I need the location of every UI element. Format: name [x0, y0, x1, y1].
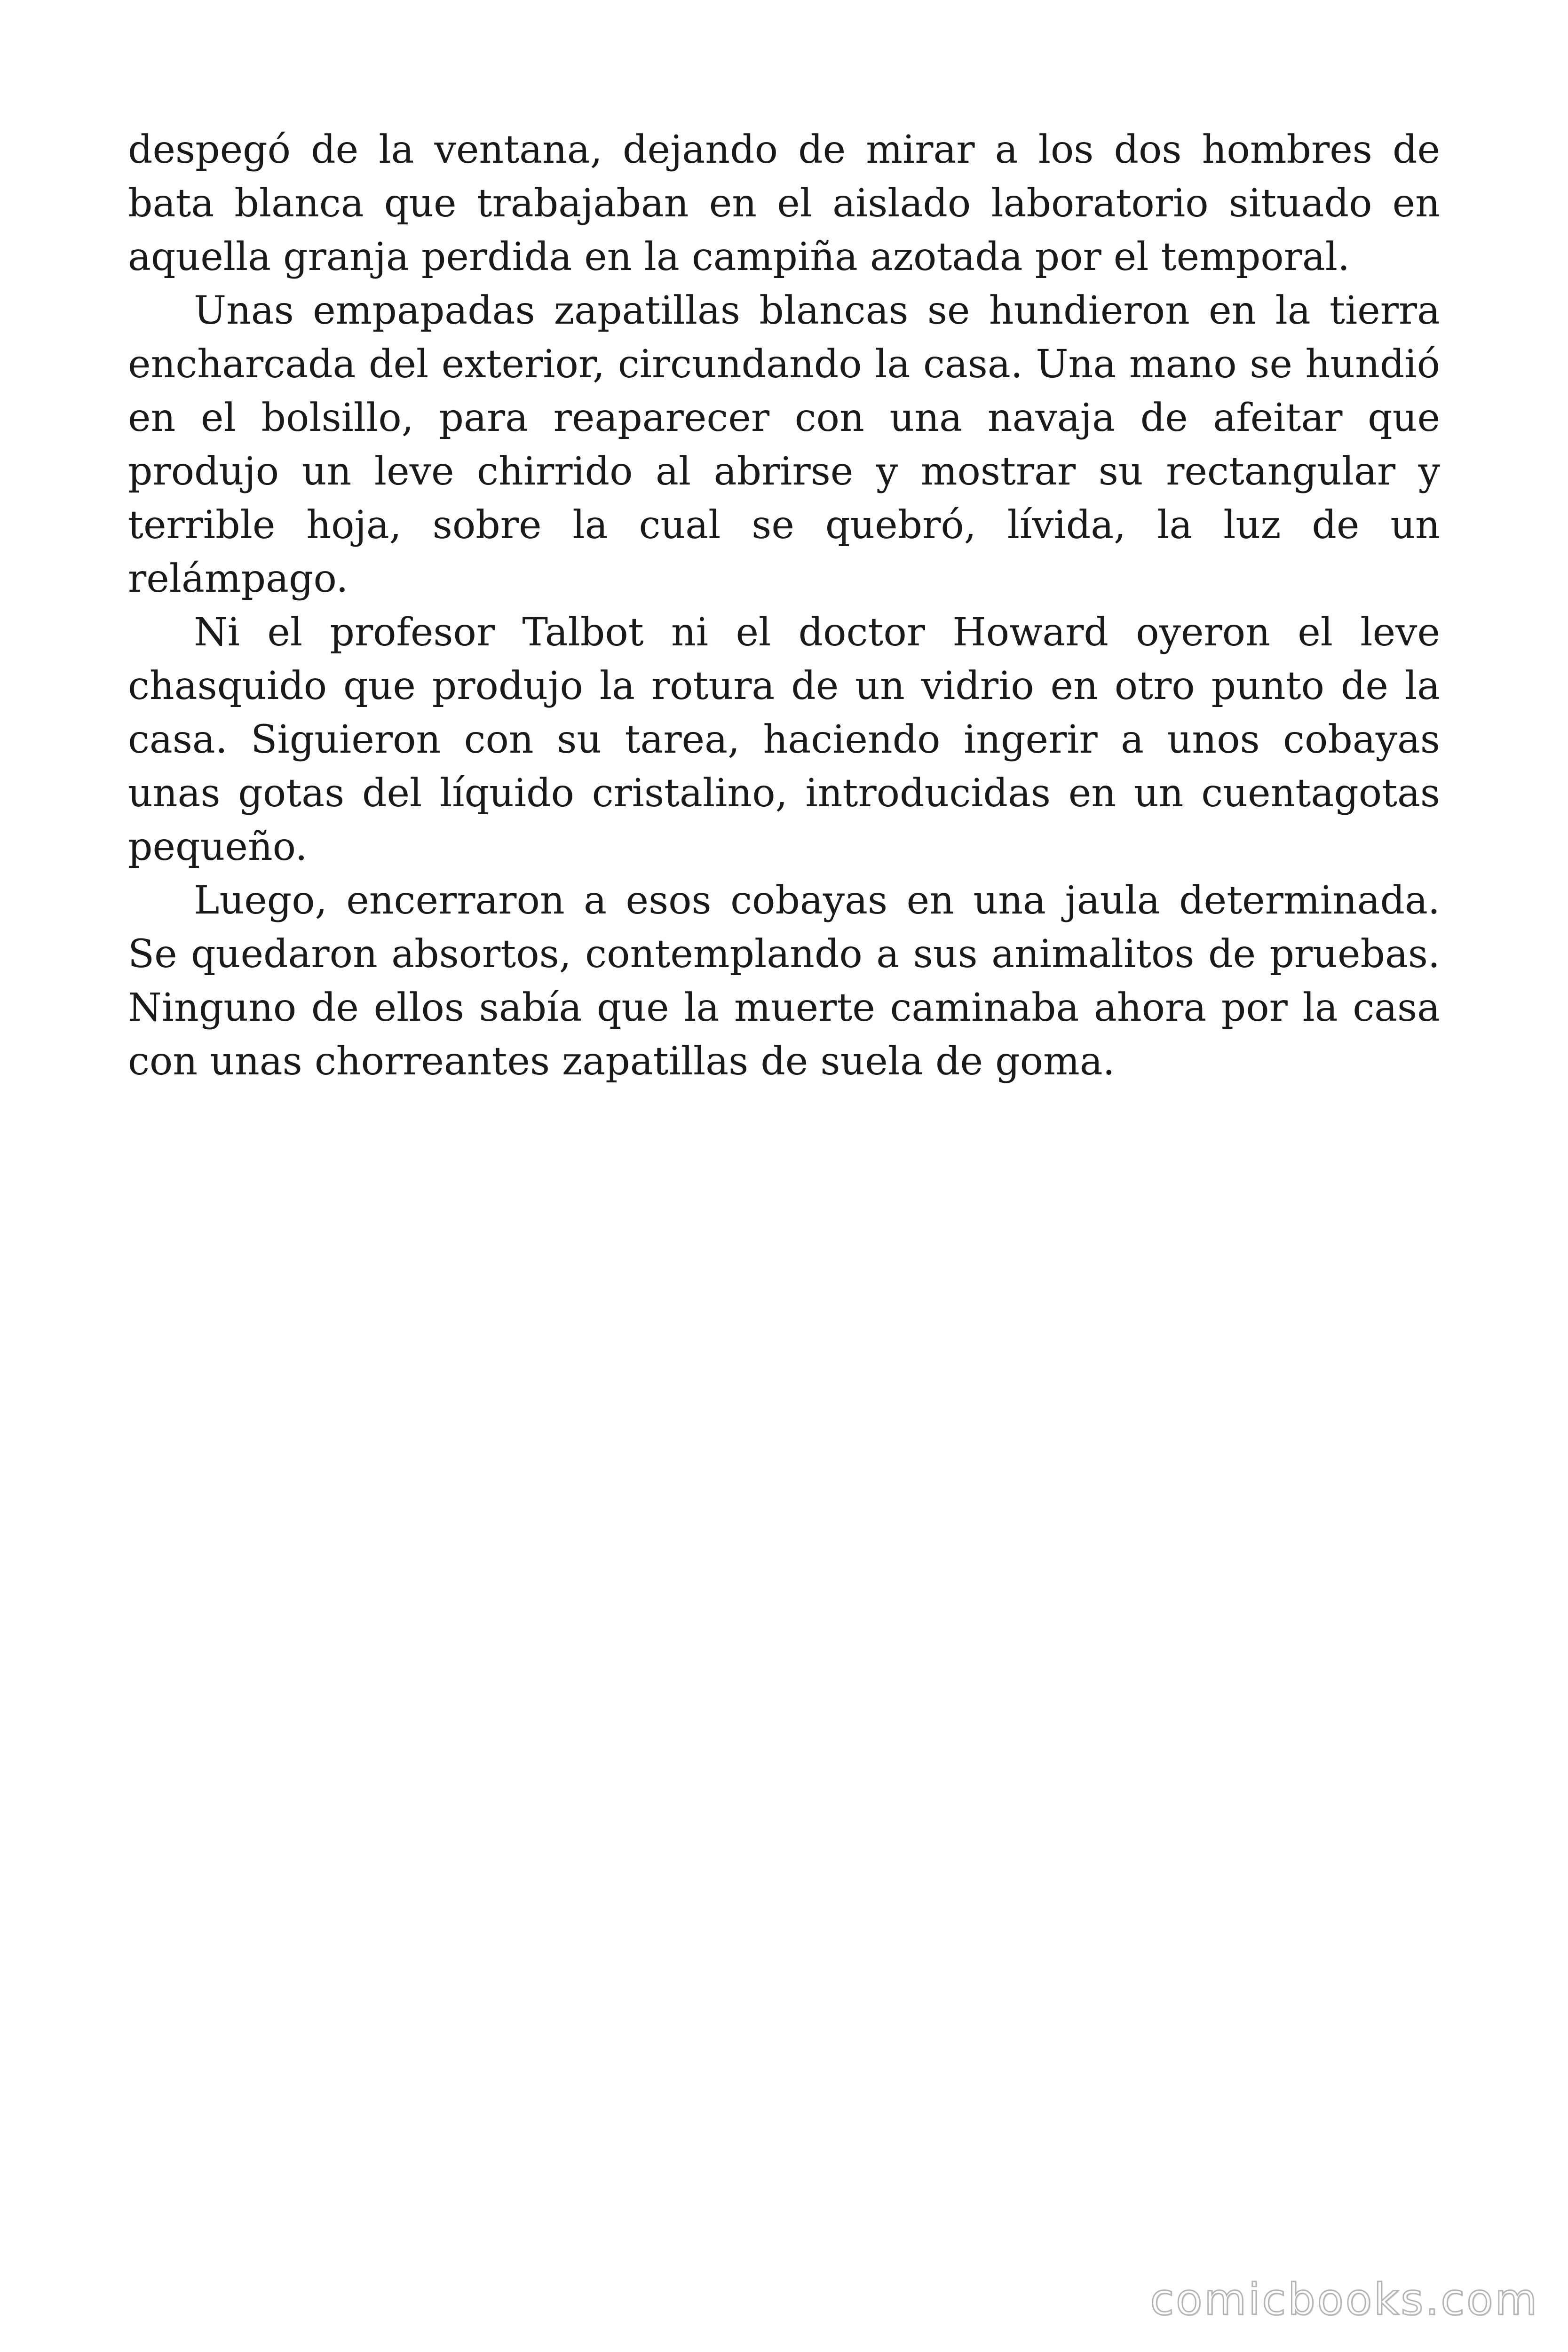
paragraph-talbot-howard: Ni el profesor Talbot ni el doctor Howard oyeron el leve chasquido que produjo la rotura de un vidrio en otro punto de la casa. Siguieron con su tarea, haciendo ingerir a unos cobayas unas gotas del líquido cristalino, introducidas en un cuentagotas pequeño. — [128, 610, 1440, 869]
watermark: comicbooks.com — [1150, 2274, 1539, 2325]
paragraph-zapatillas: Unas empapadas zapatillas blancas se hundieron en la tierra encharcada del exterior, circundando la casa. Una mano se hundió en el bolsillo, para reaparecer con una navaja de afeitar que produjo un leve chirrido al abrirse y mostrar su rectangular y terrible hoja, sobre la cual se quebró, lívida, la luz de un relámpago. — [128, 288, 1440, 601]
body-text — [128, 123, 1440, 1089]
paragraph-cobayas: Luego, encerraron a esos cobayas en una jaula determinada. Se quedaron absortos, contemplando a sus animalitos de pruebas. Ninguno de ellos sabía que la muerte caminaba ahora por la casa con unas chorreantes zapatillas de suela de goma. — [128, 878, 1440, 1084]
paragraph-continuation: despegó de la ventana, dejando de mirar a los dos hombres de bata blanca que trabajaban en el aislado laboratorio situado en aquella granja perdida en la campiña azotada por el temporal. — [128, 127, 1440, 279]
